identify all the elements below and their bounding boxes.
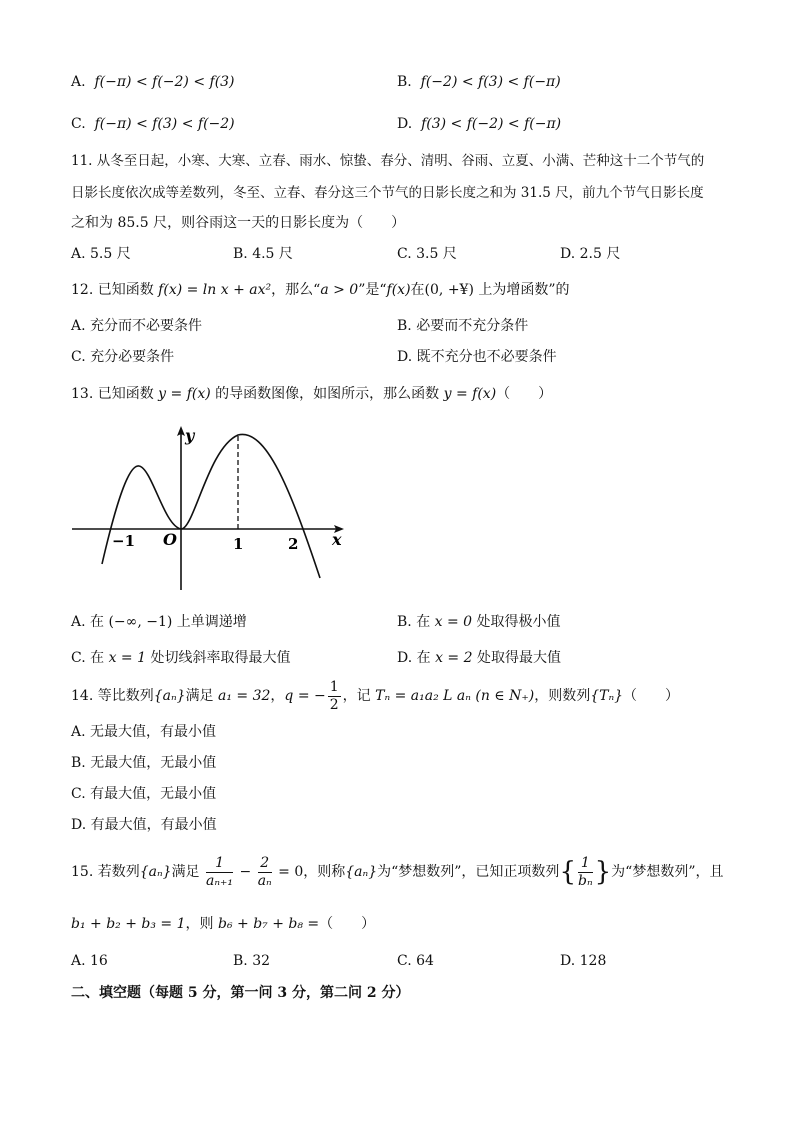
q15-line-2: b₁ + b₂ + b₃ = 1，则 b₆ + b₇ + b₈ =（ ） [71,916,376,932]
q10-option-b: B. f(−2) < f(3) < f(−π) [397,74,561,90]
q14-option-a: A. 无最大值，有最小值 [71,724,217,740]
section-2-title: 二、填空题（每题 5 分，第一问 3 分，第二问 2 分） [71,985,410,1001]
q13-stem: 13. 已知函数 y = f(x) 的导函数图像，如图所示，那么函数 y = f(x)（ ） [71,386,553,402]
q12-option-d: D. 既不充分也不必要条件 [397,349,557,365]
q11-line-1: 11. 从冬至日起，小寒、大寒、立春、雨水、惊蛰、春分、清明、谷雨、立夏、小满、芒种这十二个节气的 [71,153,705,169]
q13-option-d: D. 在 x = 2 处取得最大值 [397,650,561,666]
derivative-graph [60,418,360,598]
q11-option-b: B. 4.5 尺 [233,246,293,262]
q15-option-d: D. 128 [560,953,607,969]
q12-stem: 12. 已知函数 f(x) = ln x + ax²，那么“a > 0”是“f(x)在(0, +¥) 上为增函数”的 [71,282,570,298]
q14-option-c: C. 有最大值，无最小值 [71,786,217,802]
tick-label-neg1: −1 [112,532,136,550]
q10-option-c: C. f(−π) < f(3) < f(−2) [71,116,235,132]
q11-line-2: 日影长度依次成等差数列，冬至、立春、春分这三个节气的日影长度之和为 31.5 尺，前九个节气日影长度 [71,185,704,201]
q12-option-b: B. 必要而不充分条件 [397,318,529,334]
q14-option-b: B. 无最大值，无最小值 [71,755,217,771]
q11-line-3: 之和为 85.5 尺，则谷雨这一天的日影长度为（ ） [71,215,406,231]
tick-label-1: 1 [233,535,244,553]
tick-label-2: 2 [288,535,299,553]
q11-option-d: D. 2.5 尺 [560,246,621,262]
q14-stem: 14. 等比数列{aₙ}满足 a₁ = 32，q = − $\frac{1}{2}$ ，记 Tₙ = a₁a₂ L aₙ (n ∈ N₊)，则数列{Tₙ}（ ） [71,678,680,713]
q15-stem: 15. 若数列{aₙ}满足 $\frac{1}{\text{aₙ₊₁}}$ − $\frac{2}{\text{aₙ}}$ = 0，则称{aₙ}为“梦想数列”，已知正项数列{ $\frac{1}{\text{bₙ}}$ }为“梦想数列”，且 [71,854,724,889]
q11-option-c: C. 3.5 尺 [397,246,457,262]
q14-option-d: D. 有最大值，有最小值 [71,817,217,833]
q12-option-a: A. 充分而不必要条件 [71,318,203,334]
derivative-curve [102,434,320,578]
q15-option-c: C. 64 [397,953,434,969]
q13-option-c: C. 在 x = 1 处切线斜率取得最大值 [71,650,291,666]
q10-option-d: D. f(3) < f(−2) < f(−π) [397,116,562,132]
q15-option-a: A. 16 [71,953,108,969]
q13-option-b: B. 在 x = 0 处取得极小值 [397,614,561,630]
q12-option-c: C. 充分必要条件 [71,349,175,365]
y-axis-label: y [185,426,195,445]
q10-option-a: A. f(−π) < f(−2) < f(3) [71,74,235,90]
q15-option-b: B. 32 [233,953,271,969]
origin-label: O [163,530,177,549]
x-axis-label: x [332,530,342,549]
q13-option-a: A. 在 (−∞, −1) 上单调递增 [71,614,247,630]
q11-option-a: A. 5.5 尺 [71,246,131,262]
